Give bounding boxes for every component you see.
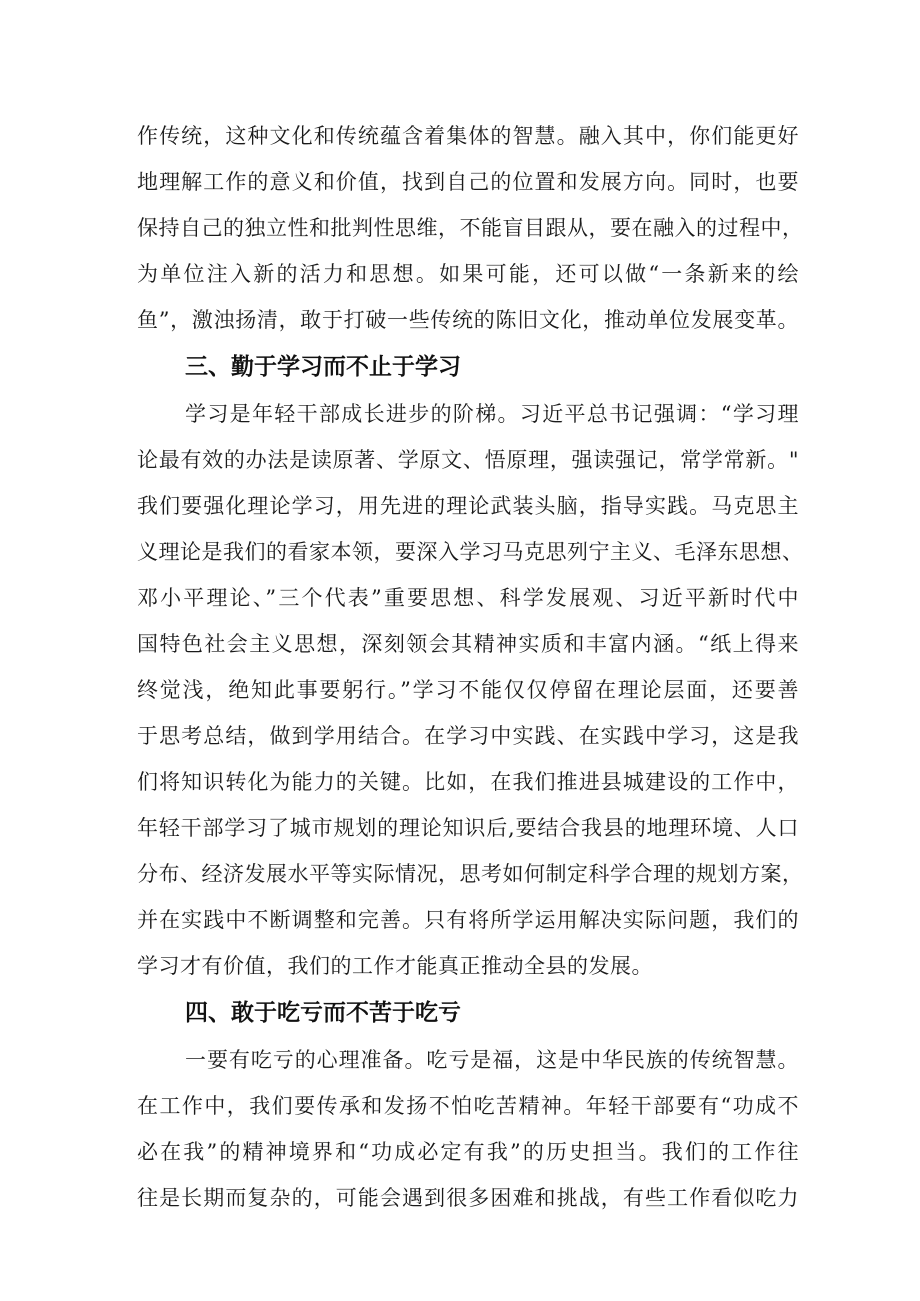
text-line: 终觉浅，绝知此事要躬行。”学习不能仅仅停留在理论层面，还要善: [137, 678, 799, 702]
document-body: [137, 113, 804, 1221]
text-line: 往是长期而复杂的，可能会遇到很多困难和挑战，有些工作看似吃力: [137, 1186, 799, 1210]
text-line: 们将知识转化为能力的关键。比如，在我们推进县城建设的工作中，: [137, 770, 799, 794]
text-line: 一要有吃亏的心理准备。吃亏是福，这是中华民族的传统智慧。: [185, 1048, 799, 1072]
text-line: 保持自己的独立性和批判性思维，不能盲目跟从，要在融入的过程中，: [137, 216, 804, 240]
paragraph-culture: [137, 113, 804, 343]
text-line: 义理论是我们的看家本领，要深入学习马克思列宁主义、毛泽东思想、: [137, 540, 804, 564]
text-line: 并在实践中不断调整和完善。只有将所学运用解决实际问题，我们的: [137, 908, 799, 932]
text-line: 作传统，这种文化和传统蕴含着集体的智慧。融入其中，你们能更好: [137, 124, 799, 148]
text-line: 必在我”的精神境界和“功成必定有我”的历史担当。我们的工作往: [137, 1140, 799, 1164]
text-line: 邓小平理论、”三个代表”重要思想、科学发展观、习近平新时代中: [137, 586, 799, 610]
text-line: 学习是年轻干部成长进步的阶梯。习近平总书记强调：“学习理: [185, 402, 799, 426]
paragraph-study: [137, 391, 804, 989]
text-line: 于思考总结，做到学用结合。在学习中实践、在实践中学习，这是我: [137, 724, 799, 748]
text-line: 我们要强化理论学习，用先进的理论武装头脑，指导实践。马克思主: [137, 494, 799, 518]
text-line: 鱼”，激浊扬清，敢于打破一些传统的陈旧文化，推动单位发展变革。: [137, 308, 799, 332]
text-line: 为单位注入新的活力和思想。如果可能，还可以做“一条新来的绘: [137, 262, 799, 286]
section-4-heading: 四、敢于吃亏而不苦于吃亏: [185, 1000, 461, 1026]
text-line: 地理解工作的意义和价值，找到自己的位置和发展方向。同时，也要: [137, 170, 799, 194]
text-line: 国特色社会主义思想，深刻领会其精神实质和丰富内涵。“纸上得来: [137, 632, 799, 656]
text-line: 年轻干部学习了城市规划的理论知识后,要结合我县的地理环境、人口: [137, 816, 799, 840]
text-line: 在工作中，我们要传承和发扬不怕吃苦精神。年轻干部要有“功成不: [137, 1094, 799, 1118]
paragraph-hardship: [137, 1037, 799, 1221]
text-line: 论最有效的办法是读原著、学原文、悟原理，强读强记，常学常新。": [137, 448, 799, 472]
text-line: 学习才有价值，我们的工作才能真正推动全县的发展。: [137, 954, 653, 978]
section-3-heading: 三、勤于学习而不止于学习: [185, 354, 461, 380]
text-line: 分布、经济发展水平等实际情况，思考如何制定科学合理的规划方案，: [137, 862, 804, 886]
